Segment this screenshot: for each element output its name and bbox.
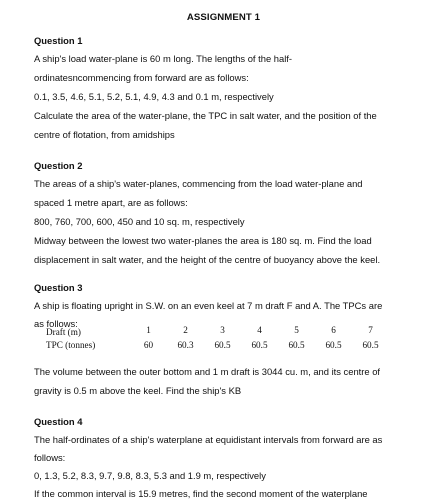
question-4-line: If the common interval is 15.9 metres, find the second moment of the waterplane [34, 488, 368, 499]
question-4-line: 0, 1.3, 5.2, 8.3, 9.7, 9.8, 8.3, 5.3 and 1.9 m, respectively [34, 470, 266, 481]
question-1-line: Calculate the area of the water-plane, the TPC in salt water, and the position of the [34, 110, 377, 121]
question-3-line: The volume between the outer bottom and 1 m draft is 3044 cu. m, and its centre of [34, 366, 381, 377]
question-2-heading: Question 2 [34, 160, 83, 171]
draft-cell: 4 [257, 325, 262, 335]
draft-cell: 5 [294, 325, 299, 335]
tpc-table [46, 326, 389, 352]
question-1-line: ordinatesncommencing from forward are as follows: [34, 72, 249, 83]
tpc-row-label: TPC (tonnes) [46, 340, 96, 350]
question-3-heading: Question 3 [34, 282, 83, 293]
question-4-line: The half-ordinates of a ship's waterplane at equidistant intervals from forward are as [34, 434, 383, 445]
question-1-line: 0.1, 3.5, 4.6, 5.1, 5.2, 5.1, 4.9, 4.3 and 0.1 m, respectively [34, 91, 274, 102]
document-title: ASSIGNMENT 1 [186, 12, 261, 23]
tpc-cell: 60.5 [325, 340, 342, 350]
question-2-line: spaced 1 metre apart, are as follows: [34, 197, 188, 208]
draft-cell: 1 [146, 325, 151, 335]
tpc-cell: 60.3 [177, 340, 194, 350]
draft-row [46, 326, 389, 339]
draft-cell: 6 [331, 325, 336, 335]
tpc-row [46, 339, 389, 352]
question-2-line: 800, 760, 700, 600, 450 and 10 sq. m, respectively [34, 216, 245, 227]
tpc-cell: 60 [143, 340, 154, 350]
tpc-cell: 60.5 [288, 340, 305, 350]
question-3-line: A ship is floating upright in S.W. on an even keel at 7 m draft F and A. The TPCs are [34, 300, 383, 311]
question-2-line: The areas of a ship's water-planes, commencing from the load water-plane and [34, 178, 363, 189]
question-4-heading: Question 4 [34, 416, 83, 427]
tpc-cell: 60.5 [214, 340, 231, 350]
draft-cell: 2 [183, 325, 188, 335]
question-1-line: centre of flotation, from amidships [34, 129, 175, 140]
question-3-line: gravity is 0.5 m above the keel. Find the ship's KB [34, 385, 242, 396]
question-1-heading: Question 1 [34, 35, 83, 46]
tpc-cell: 60.5 [251, 340, 268, 350]
draft-cell: 3 [220, 325, 225, 335]
question-4-line: follows: [34, 452, 66, 463]
question-2-line: Midway between the lowest two water-planes the area is 180 sq. m. Find the load [34, 235, 372, 246]
draft-cell: 7 [368, 325, 373, 335]
draft-row-label: Draft (m) [46, 327, 81, 337]
question-3-line: as follows: [34, 318, 78, 329]
tpc-cell: 60.5 [362, 340, 379, 350]
question-2-line: displacement in salt water, and the height of the centre of buoyancy above the keel. [34, 254, 381, 265]
question-1-line: A ship's load water-plane is 60 m long. The lengths of the half- [34, 53, 293, 64]
